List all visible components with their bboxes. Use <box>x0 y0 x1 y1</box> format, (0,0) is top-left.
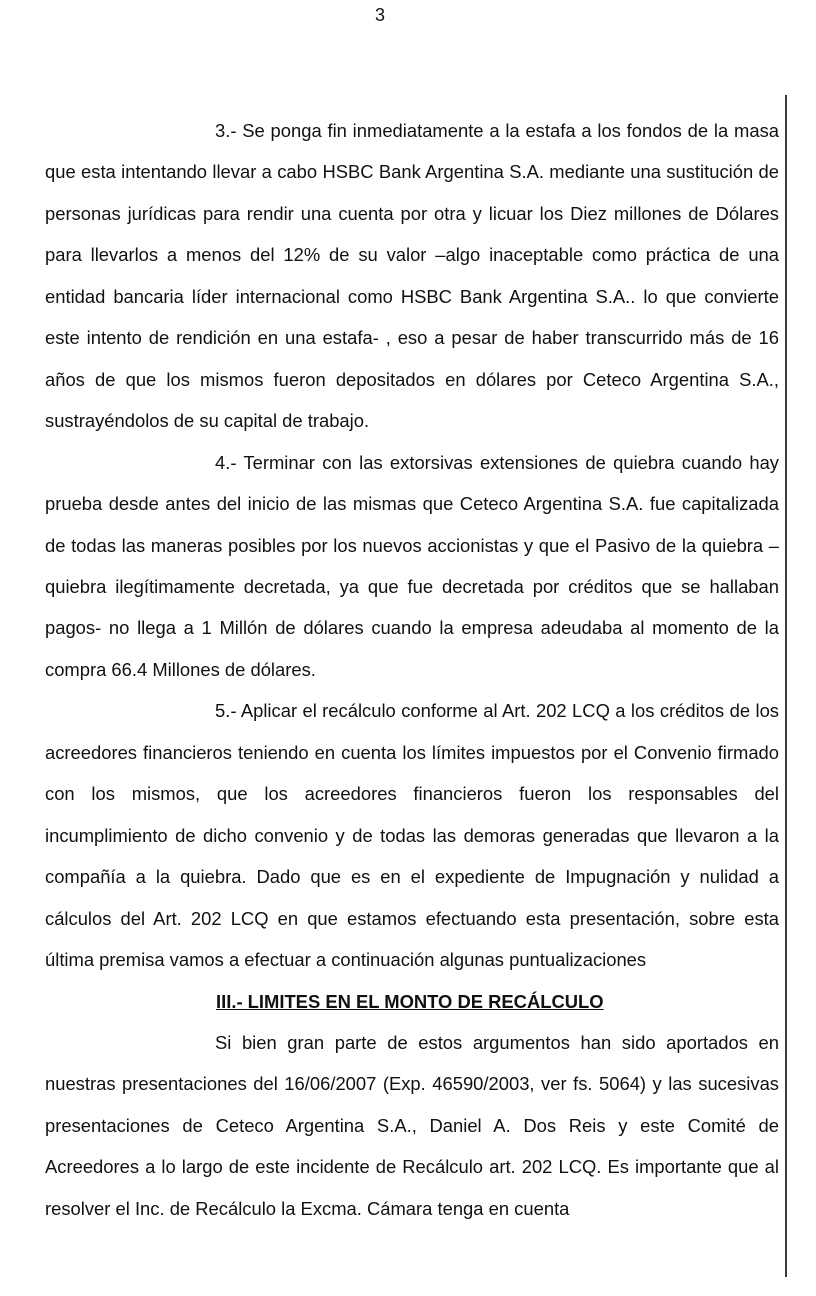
section-heading: III.- LIMITES EN EL MONTO DE RECÁLCULO <box>216 990 604 1012</box>
page-number: 3 <box>374 5 385 25</box>
paragraph-item-5: 5.- Aplicar el recálculo conforme al Art. 202 LCQ a los créditos de los acreedores financieros teniendo en cuenta los límites impuestos por el Convenio firmado con los mismos, que los acreedores financieros fueron los responsables del incumplimiento de dicho convenio y de todas las demoras generadas que llevaron a la compañía a la quiebra. Dado que es en el expediente de Impugnación y nulidad a cálculos del Art. 202 LCQ en que estamos efectuando esta presentación, sobre esta última premisa vamos a efectuar a continuación algunas puntualizaciones <box>45 700 779 971</box>
document-body <box>45 110 779 1229</box>
right-margin-rule <box>785 95 787 1277</box>
paragraph-section-3: Si bien gran parte de estos argumentos han sido aportados en nuestras presentaciones del 16/06/2007 (Exp. 46590/2003, ver fs. 5064) y las sucesivas presentaciones de Ceteco Argentina S.A., Daniel A. Dos Reis y este Comité de Acreedores a lo largo de este incidente de Recálculo art. 202 LCQ. Es importante que al resolver el Inc. de Recálculo la Excma. Cámara tenga en cuenta <box>45 1031 779 1219</box>
paragraph-item-4: 4.- Terminar con las extorsivas extensiones de quiebra cuando hay prueba desde antes del inicio de las mismas que Ceteco Argentina S.A. fue capitalizada de todas las maneras posibles por los nuevos accionistas y que el Pasivo de la quiebra –quiebra ilegítimamente decretada, ya que fue decretada por créditos que se hallaban pagos- no llega a 1 Millón de dólares cuando la empresa adeudaba al momento de la compra 66.4 Millones de dólares. <box>45 451 779 680</box>
paragraph-item-3: 3.- Se ponga fin inmediatamente a la estafa a los fondos de la masa que esta intentando llevar a cabo HSBC Bank Argentina S.A. mediante una sustitución de personas jurídicas para rendir una cuenta por otra y licuar los Diez millones de Dólares para llevarlos a menos del 12% de su valor –algo inaceptable como práctica de una entidad bancaria líder internacional como HSBC Bank Argentina S.A.. lo que convierte este intento de rendición en una estafa- , eso a pesar de haber transcurrido más de 16 años de que los mismos fueron depositados en dólares por Ceteco Argentina S.A., sustrayéndolos de su capital de trabajo. <box>45 120 779 432</box>
